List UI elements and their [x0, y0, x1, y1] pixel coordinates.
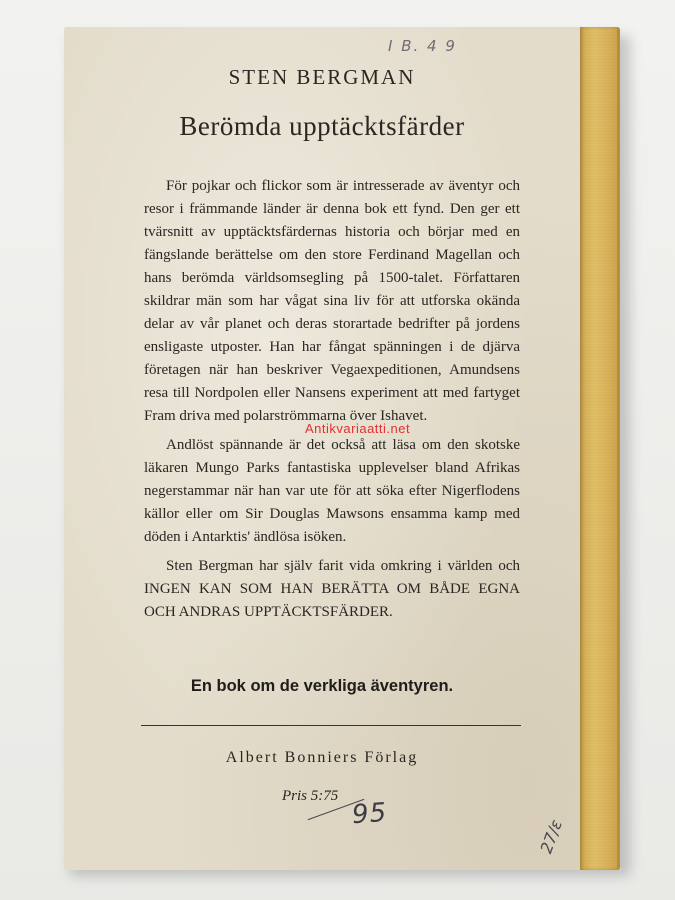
blurb-paragraph-1: För pojkar och flickor som är intresserade av äventyr och resor i främmande länder är denna bok ett fynd. Den ger ett tvärsnitt av upptäcktsfärdernas historia och börjar med en fängslande berättelse om den store Ferdinand Magellan och hans berömda världsomsegling på 1500-talet. Författaren skildrar män som har vågat sina liv för att utforska okända delar av vår planet och deras storartade bedrifter på jordens ensligaste utposter. Han har fångat spänningen i de djärva företagen när han beskriver Vegaexpeditionen, Amundsens resa till Nordpolen eller Nansens experiment att med fartyget Fram driva med polarströmmarna över Ishavet. — [144, 178, 520, 424]
blurb-paragraph-3: Sten Bergman har själv farit vida omkring i världen och INGEN KAN SOM HAN BERÄTTA OM BÅDE EGNA OCH ANDRAS UPPTÄCKTSFÄRDER. — [144, 558, 520, 620]
handwritten-corner-note: 27/ε — [536, 817, 567, 856]
back-cover — [64, 27, 581, 870]
handwritten-top-note: I B. 4 9 — [388, 37, 457, 55]
author-name: STEN BERGMAN — [228, 65, 416, 89]
blurb — [144, 175, 520, 630]
divider-rule — [141, 725, 521, 726]
book-spine — [580, 27, 620, 870]
blurb-paragraph-2: Andlöst spännande är det också att läsa om den skotske läkaren Mungo Parks fantastiska upplevelser bland Afrikas negerstammar när han var ute för att söka efter Nigerflodens källor eller om Sir Douglas Mawsons ensamma kamp med döden i Antarktis' ändlösa isöken. — [144, 437, 520, 545]
watermark: Antikvariaatti.net — [305, 421, 411, 436]
publisher: Albert Bonniers Förlag — [225, 749, 419, 766]
handwritten-price: 95 — [350, 797, 389, 831]
tagline: En bok om de verkliga äventyren. — [190, 677, 454, 695]
spine-edge — [617, 27, 620, 870]
book — [64, 27, 620, 870]
price: Pris 5:75 — [282, 788, 339, 804]
book-title: Berömda upptäcktsfärder — [179, 111, 465, 141]
